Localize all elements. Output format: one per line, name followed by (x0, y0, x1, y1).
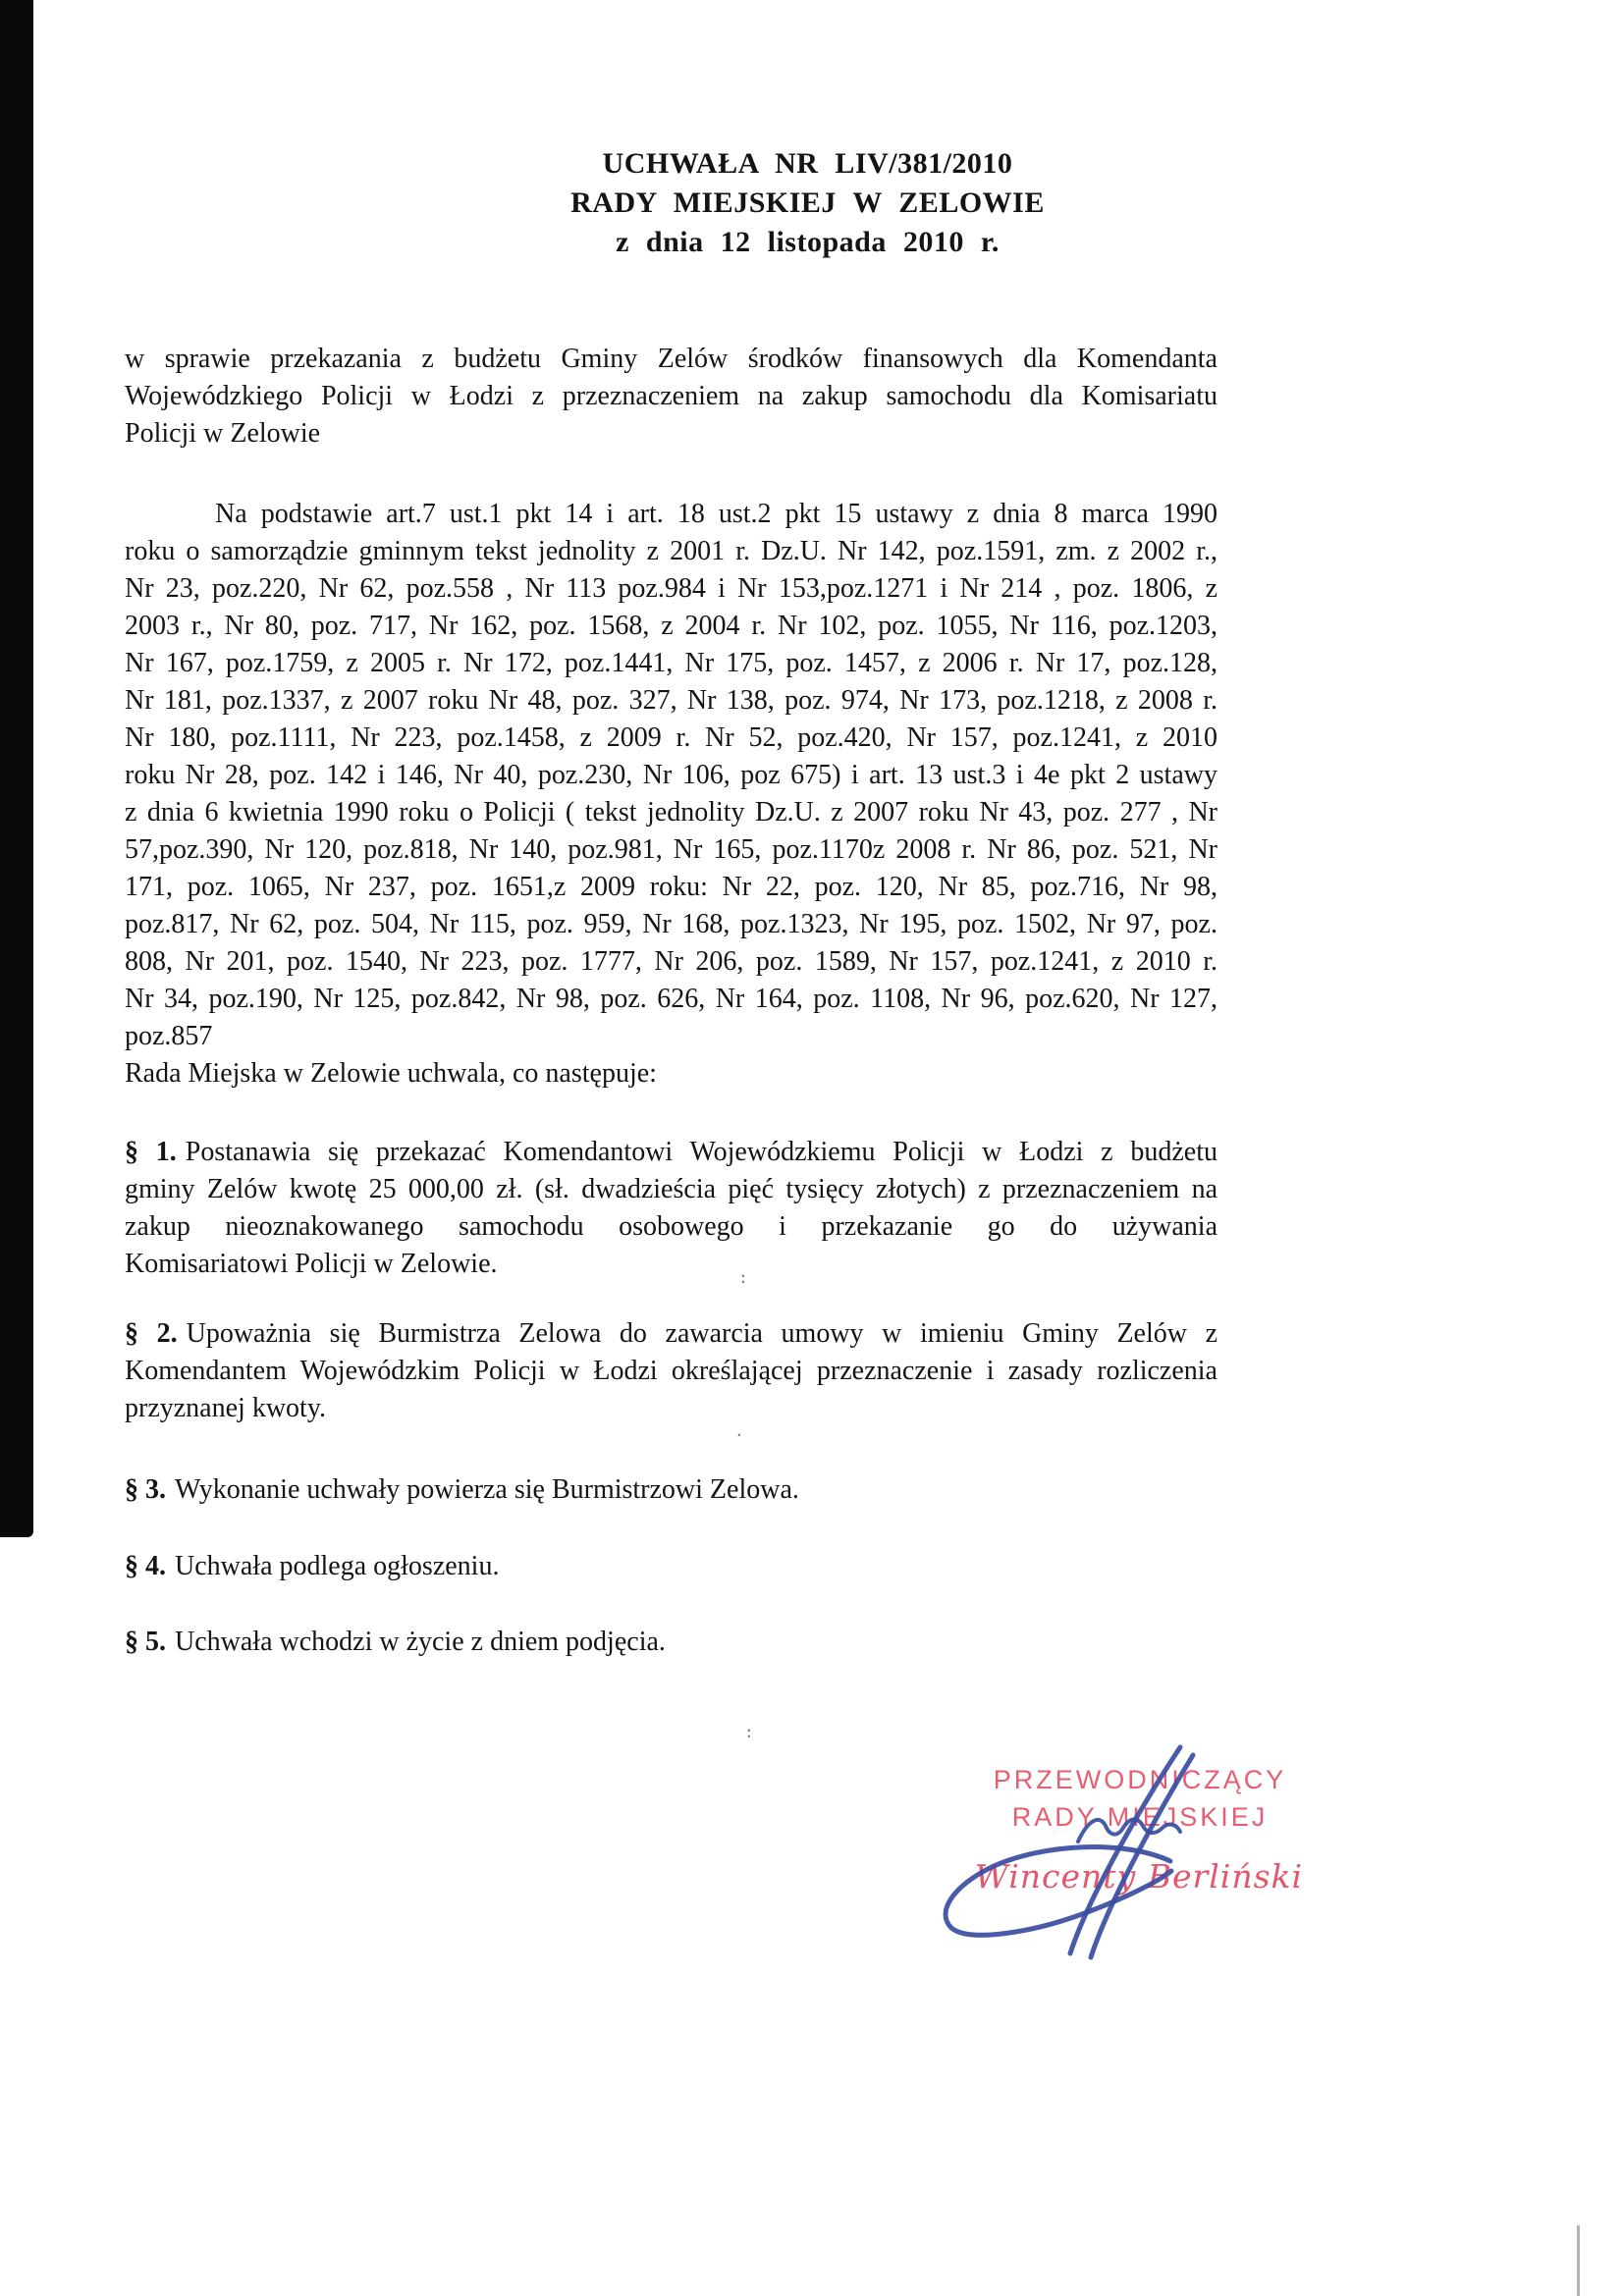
text-line: Policji w Zelowie (125, 418, 321, 449)
subject-paragraph (125, 341, 1217, 453)
section-4 (125, 1548, 1217, 1585)
section-2-marker: § 2. (125, 1318, 178, 1349)
text-line: Nr 23, poz.220, Nr 62, poz.558 , Nr 113 poz.984 i Nr 153,poz.1271 i Nr 214 , poz. 1806, z (125, 573, 1217, 604)
text-line (125, 1548, 1217, 1585)
text-span: Upoważnia się Burmistrza Zelowa do zawarcia umowy w imieniu Gminy Zelów z (186, 1318, 1218, 1349)
text-line: przyznanej kwoty. (125, 1393, 326, 1423)
section-1 (125, 1134, 1217, 1287)
text-line: zakup nieoznakowanego samochodu osobowego i przekazanie go do używania (125, 1211, 1217, 1242)
text-line: Nr 180, poz.1111, Nr 223, poz.1458, z 2009 r. Nr 52, poz.420, Nr 157, poz.1241, z 2010 (125, 722, 1217, 753)
text-line: Na podstawie art.7 ust.1 pkt 14 i art. 18 ust.2 pkt 15 ustawy z dnia 8 marca 1990 (215, 499, 1217, 529)
text-span: Wykonanie uchwały powierza się Burmistrzowi Zelowa. (175, 1474, 799, 1505)
title-line-number: UCHWAŁA NR LIV/381/2010 (602, 147, 1013, 180)
text-line (125, 1134, 1217, 1171)
stamp-title-line: RADY MIEJSKIEJ (1011, 1802, 1269, 1832)
text-line: Komisariatowi Policji w Zelowie. (125, 1249, 498, 1279)
scan-artifact-edge-tick (1577, 2225, 1580, 2296)
text-line: Nr 181, poz.1337, z 2007 roku Nr 48, poz. 327, Nr 138, poz. 974, Nr 173, poz.1218, z 2008 r. (125, 685, 1217, 716)
signature-loop-stroke (946, 1847, 1171, 1936)
text-line (125, 1471, 1217, 1509)
handwritten-signature (923, 1734, 1316, 1965)
text-line: z dnia 6 kwietnia 1990 roku o Policji ( tekst jednolity Dz.U. z 2007 roku Nr 43, poz. 277 , Nr (125, 797, 1217, 828)
text-span: Uchwała podlega ogłoszeniu. (175, 1551, 500, 1581)
section-3 (125, 1471, 1217, 1509)
text-line: 171, poz. 1065, Nr 237, poz. 1651,z 2009 roku: Nr 22, poz. 120, Nr 85, poz.716, Nr 98, (125, 872, 1217, 902)
section-2 (125, 1315, 1217, 1427)
text-line: gminy Zelów kwotę 25 000,00 zł. (sł. dwadzieścia pięć tysięcy złotych) z przeznaczeniem na (125, 1174, 1217, 1204)
text-line: Nr 167, poz.1759, z 2005 r. Nr 172, poz.1441, Nr 175, poz. 1457, z 2006 r. Nr 17, poz.128, (125, 648, 1217, 678)
text-line: roku o samorządzie gminnym tekst jednolity z 2001 r. Dz.U. Nr 142, poz.1591, zm. z 2002 r., (125, 536, 1217, 566)
document-title (0, 144, 1615, 262)
text-line: poz.817, Nr 62, poz. 504, Nr 115, poz. 959, Nr 168, poz.1323, Nr 195, poz. 1502, Nr 97, poz. (125, 909, 1217, 939)
section-3-marker: § 3. (125, 1474, 166, 1505)
legal-basis-paragraph (125, 496, 1217, 1093)
stamp-title-line: PRZEWODNICZĄCY (993, 1765, 1287, 1794)
text-line: Nr 34, poz.190, Nr 125, poz.842, Nr 98, poz. 626, Nr 164, poz. 1108, Nr 96, poz.620, Nr 127, (125, 984, 1217, 1014)
text-line: 57,poz.390, Nr 120, poz.818, Nr 140, poz.981, Nr 165, poz.1170z 2008 r. Nr 86, poz. 521, Nr (125, 834, 1217, 865)
text-line: w sprawie przekazania z budżetu Gminy Zelów środków finansowych dla Komendanta (125, 344, 1217, 374)
title-line-date: z dnia 12 listopada 2010 r. (616, 226, 1000, 258)
section-5-marker: § 5. (125, 1627, 166, 1657)
text-line: poz.857 (125, 1021, 213, 1051)
section-1-marker: § 1. (125, 1137, 177, 1167)
signer-name-stamp: Wincenty Berliński (974, 1857, 1304, 1896)
text-line: 808, Nr 201, poz. 1540, Nr 223, poz. 1777, Nr 206, poz. 1589, Nr 157, poz.1241, z 2010 r. (125, 946, 1217, 977)
scan-speck: . (734, 1421, 744, 1440)
text-span: Postanawia się przekazać Komendantowi Wojewódzkiemu Policji w Łodzi z budżetu (185, 1137, 1217, 1167)
text-line (125, 1315, 1217, 1353)
scan-speck: : (738, 1268, 748, 1287)
resolution-intro-line: Rada Miejska w Zelowie uchwala, co następuje: (125, 1058, 657, 1089)
text-span: Uchwała wchodzi w życie z dniem podjęcia. (175, 1627, 666, 1657)
text-line: roku Nr 28, poz. 142 i 146, Nr 40, poz.230, Nr 106, poz 675) i art. 13 ust.3 i 4e pkt 2 ustawy (125, 760, 1217, 790)
title-line-authority: RADY MIEJSKIEJ W ZELOWIE (570, 187, 1045, 219)
text-line: Wojewódzkiego Policji w Łodzi z przeznaczeniem na zakup samochodu dla Komisariatu (125, 381, 1217, 411)
scan-speck: : (744, 1723, 754, 1741)
signature-diagonal-stroke-2 (1091, 1755, 1193, 1957)
section-5 (125, 1624, 1217, 1661)
text-line: Komendantem Wojewódzkim Policji w Łodzi określającej przeznaczenie i zasady rozliczenia (125, 1356, 1217, 1386)
section-4-marker: § 4. (125, 1551, 166, 1581)
text-line: 2003 r., Nr 80, poz. 717, Nr 162, poz. 1568, z 2004 r. Nr 102, poz. 1055, Nr 116, poz.1203, (125, 611, 1217, 641)
text-line (125, 1624, 1217, 1661)
